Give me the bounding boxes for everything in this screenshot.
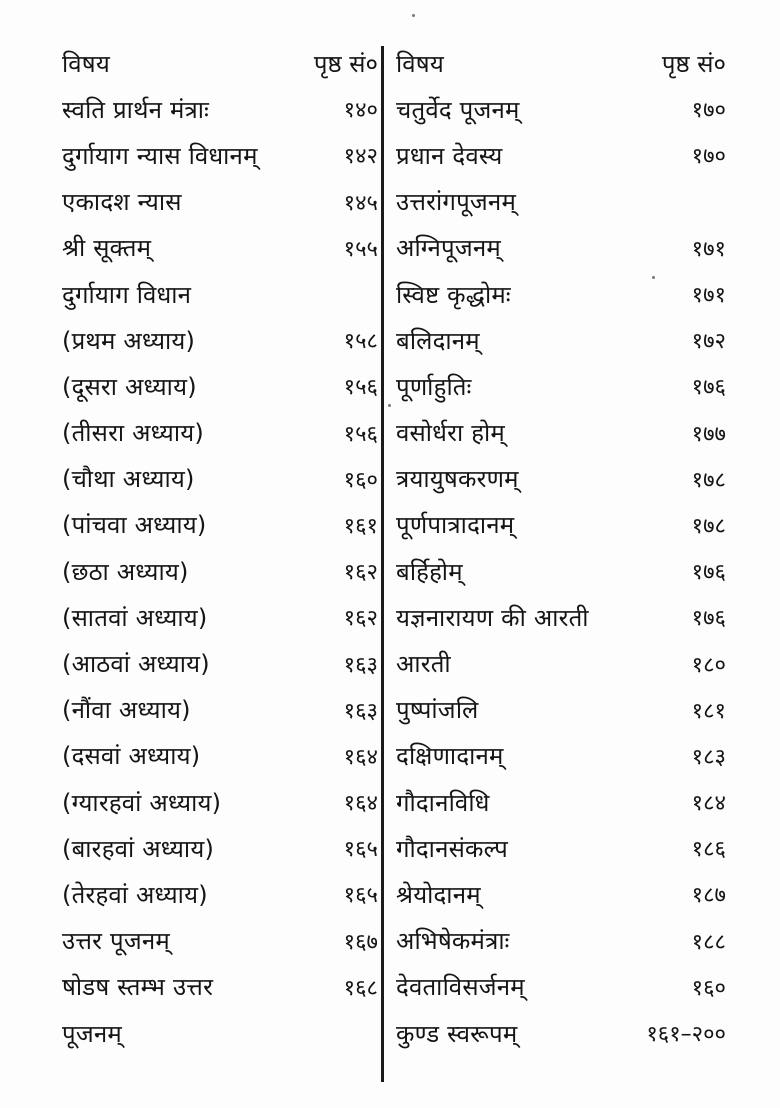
entry-page-number: १४० bbox=[343, 98, 378, 124]
entry-title: (ग्यारहवां अध्याय) bbox=[62, 788, 222, 817]
entry-title: अग्निपूजनम् bbox=[396, 234, 501, 263]
entry-title: पूर्णाहुतिः bbox=[396, 372, 472, 401]
entry-title: (पांचवा अध्याय) bbox=[62, 511, 207, 540]
entry-title: यज्ञनारायण की आरती bbox=[396, 603, 589, 632]
entry-title: (छठा अध्याय) bbox=[62, 557, 189, 586]
right-contents-entry bbox=[396, 918, 726, 964]
entry-title: (तीसरा अध्याय) bbox=[62, 419, 204, 448]
right-contents-entry bbox=[396, 410, 726, 456]
entry-title: (आठवां अध्याय) bbox=[62, 650, 210, 679]
entry-page-number: १८६ bbox=[691, 837, 726, 863]
left-contents-entry bbox=[62, 363, 378, 409]
left-entry-list bbox=[62, 86, 378, 1056]
entry-title: श्रेयोदानम् bbox=[396, 880, 481, 909]
entry-title: अभिषेकमंत्राः bbox=[396, 927, 510, 956]
entry-page-number: १७६ bbox=[691, 606, 726, 632]
entry-page-number: १८३ bbox=[691, 744, 726, 770]
entry-page-number: १७० bbox=[691, 144, 726, 170]
right-contents-entry bbox=[396, 779, 726, 825]
entry-title: षोडष स्तम्भ उत्तर bbox=[62, 973, 214, 1002]
entry-page-number: १६१–२०० bbox=[646, 1022, 726, 1048]
entry-page-number: १६३ bbox=[343, 698, 378, 724]
entry-title: पुष्पांजलि bbox=[396, 696, 479, 725]
right-page-number-heading: पृष्ठ सं० bbox=[661, 49, 726, 78]
entry-title: पूजनम् bbox=[62, 1019, 122, 1048]
right-contents-entry bbox=[396, 594, 726, 640]
right-contents-column bbox=[396, 40, 726, 1056]
entry-page-number: १६७ bbox=[343, 929, 378, 955]
right-contents-entry bbox=[396, 502, 726, 548]
entry-title: पूर्णपात्रादानम् bbox=[396, 511, 515, 540]
left-contents-entry bbox=[62, 687, 378, 733]
entry-page-number: १८० bbox=[691, 652, 726, 678]
entry-page-number: १८८ bbox=[691, 929, 726, 955]
right-contents-entry bbox=[396, 132, 726, 178]
entry-title: गौदानसंकल्प bbox=[396, 834, 508, 863]
column-divider bbox=[381, 46, 384, 1082]
entry-title: श्री सूक्तम् bbox=[62, 234, 152, 263]
left-contents-entry bbox=[62, 779, 378, 825]
entry-page-number: १६१ bbox=[343, 513, 378, 539]
entry-title: आरती bbox=[396, 650, 451, 679]
right-contents-entry bbox=[396, 456, 726, 502]
entry-title: स्विष्ट कृद्धोमः bbox=[396, 280, 511, 309]
left-contents-entry bbox=[62, 871, 378, 917]
left-contents-entry bbox=[62, 640, 378, 686]
entry-page-number: १६४ bbox=[343, 791, 378, 817]
left-subject-heading: विषय bbox=[62, 49, 110, 78]
entry-title: दक्षिणादानम् bbox=[396, 742, 504, 771]
left-page-number-heading: पृष्ठ सं० bbox=[313, 49, 378, 78]
entry-title: गौदानविधि bbox=[396, 788, 490, 817]
entry-title: देवताविसर्जनम् bbox=[396, 973, 525, 1002]
entry-page-number: १७८ bbox=[691, 467, 726, 493]
print-speck bbox=[388, 404, 391, 407]
entry-page-number: १६३ bbox=[343, 652, 378, 678]
left-contents-entry bbox=[62, 317, 378, 363]
entry-title: चतुर्वेद पूजनम् bbox=[396, 95, 520, 124]
entry-page-number: १८१ bbox=[691, 698, 726, 724]
entry-title: उत्तरांगपूजनम् bbox=[396, 188, 516, 217]
entry-page-number: १६५ bbox=[343, 837, 378, 863]
entry-page-number: १७६ bbox=[691, 375, 726, 401]
entry-title: एकादश न्यास bbox=[62, 188, 182, 217]
entry-page-number: १७८ bbox=[691, 513, 726, 539]
right-contents-entry bbox=[396, 86, 726, 132]
right-column-header bbox=[396, 40, 726, 86]
entry-page-number: १६४ bbox=[343, 744, 378, 770]
left-contents-entry bbox=[62, 271, 378, 317]
entry-title: कुण्ड स्वरूपम् bbox=[396, 1019, 518, 1048]
right-contents-entry bbox=[396, 363, 726, 409]
entry-title: (तेरहवां अध्याय) bbox=[62, 880, 208, 909]
entry-page-number: १४५ bbox=[343, 190, 378, 216]
entry-page-number: १७१ bbox=[691, 236, 726, 262]
entry-page-number: १४२ bbox=[343, 144, 378, 170]
right-contents-entry bbox=[396, 225, 726, 271]
left-contents-entry bbox=[62, 733, 378, 779]
right-contents-entry bbox=[396, 733, 726, 779]
entry-page-number: १७६ bbox=[691, 560, 726, 586]
entry-title: (प्रथम अध्याय) bbox=[62, 326, 196, 355]
left-contents-column bbox=[62, 40, 378, 1056]
right-contents-entry bbox=[396, 271, 726, 317]
left-contents-entry bbox=[62, 594, 378, 640]
left-contents-entry bbox=[62, 548, 378, 594]
entry-title: (सातवां अध्याय) bbox=[62, 603, 208, 632]
left-contents-entry bbox=[62, 918, 378, 964]
entry-page-number: १६२ bbox=[343, 560, 378, 586]
entry-title: दुर्गायाग विधान bbox=[62, 280, 192, 309]
print-speck bbox=[412, 14, 415, 17]
right-contents-entry bbox=[396, 317, 726, 363]
left-contents-entry bbox=[62, 179, 378, 225]
right-contents-entry bbox=[396, 1010, 726, 1056]
right-contents-entry bbox=[396, 871, 726, 917]
entry-page-number: १५६ bbox=[343, 375, 378, 401]
entry-title: वसोर्धरा होम् bbox=[396, 419, 505, 448]
entry-page-number: १७७ bbox=[691, 421, 726, 447]
left-contents-entry bbox=[62, 225, 378, 271]
right-entry-list bbox=[396, 86, 726, 1056]
left-contents-entry bbox=[62, 132, 378, 178]
left-contents-entry bbox=[62, 456, 378, 502]
entry-page-number: १५६ bbox=[343, 421, 378, 447]
entry-page-number: १६२ bbox=[343, 606, 378, 632]
entry-title: (दूसरा अध्याय) bbox=[62, 372, 197, 401]
entry-title: (चौथा अध्याय) bbox=[62, 465, 195, 494]
right-contents-entry bbox=[396, 964, 726, 1010]
entry-page-number: १५८ bbox=[343, 329, 378, 355]
right-contents-entry bbox=[396, 687, 726, 733]
entry-title: बलिदानम् bbox=[396, 326, 480, 355]
left-contents-entry bbox=[62, 410, 378, 456]
entry-title: स्वति प्रार्थन मंत्राः bbox=[62, 95, 210, 124]
print-speck bbox=[652, 276, 655, 279]
entry-title: त्रयायुषकरणम् bbox=[396, 465, 519, 494]
entry-page-number: १७१ bbox=[691, 283, 726, 309]
right-contents-entry bbox=[396, 825, 726, 871]
entry-title: प्रधान देवस्य bbox=[396, 141, 503, 170]
entry-page-number: १७० bbox=[691, 98, 726, 124]
entry-page-number: १६० bbox=[343, 467, 378, 493]
entry-title: (दसवां अध्याय) bbox=[62, 742, 201, 771]
entry-title: दुर्गायाग न्यास विधानम् bbox=[62, 141, 258, 170]
entry-title: बर्हिहोम् bbox=[396, 557, 463, 586]
entry-page-number: १६० bbox=[691, 975, 726, 1001]
entry-page-number: १६५ bbox=[343, 883, 378, 909]
left-contents-entry bbox=[62, 86, 378, 132]
right-contents-entry bbox=[396, 179, 726, 225]
left-column-header bbox=[62, 40, 378, 86]
entry-page-number: १७२ bbox=[691, 329, 726, 355]
entry-title: उत्तर पूजनम् bbox=[62, 927, 170, 956]
right-contents-entry bbox=[396, 548, 726, 594]
left-contents-entry bbox=[62, 502, 378, 548]
left-contents-entry bbox=[62, 825, 378, 871]
right-subject-heading: विषय bbox=[396, 49, 444, 78]
right-contents-entry bbox=[396, 640, 726, 686]
entry-page-number: १५५ bbox=[343, 236, 378, 262]
entry-page-number: १८७ bbox=[691, 883, 726, 909]
entry-title: (नौंवा अध्याय) bbox=[62, 696, 191, 725]
left-contents-entry bbox=[62, 964, 378, 1010]
entry-page-number: १६८ bbox=[343, 975, 378, 1001]
left-contents-entry bbox=[62, 1010, 378, 1056]
entry-page-number: १८४ bbox=[691, 791, 726, 817]
entry-title: (बारहवां अध्याय) bbox=[62, 834, 215, 863]
